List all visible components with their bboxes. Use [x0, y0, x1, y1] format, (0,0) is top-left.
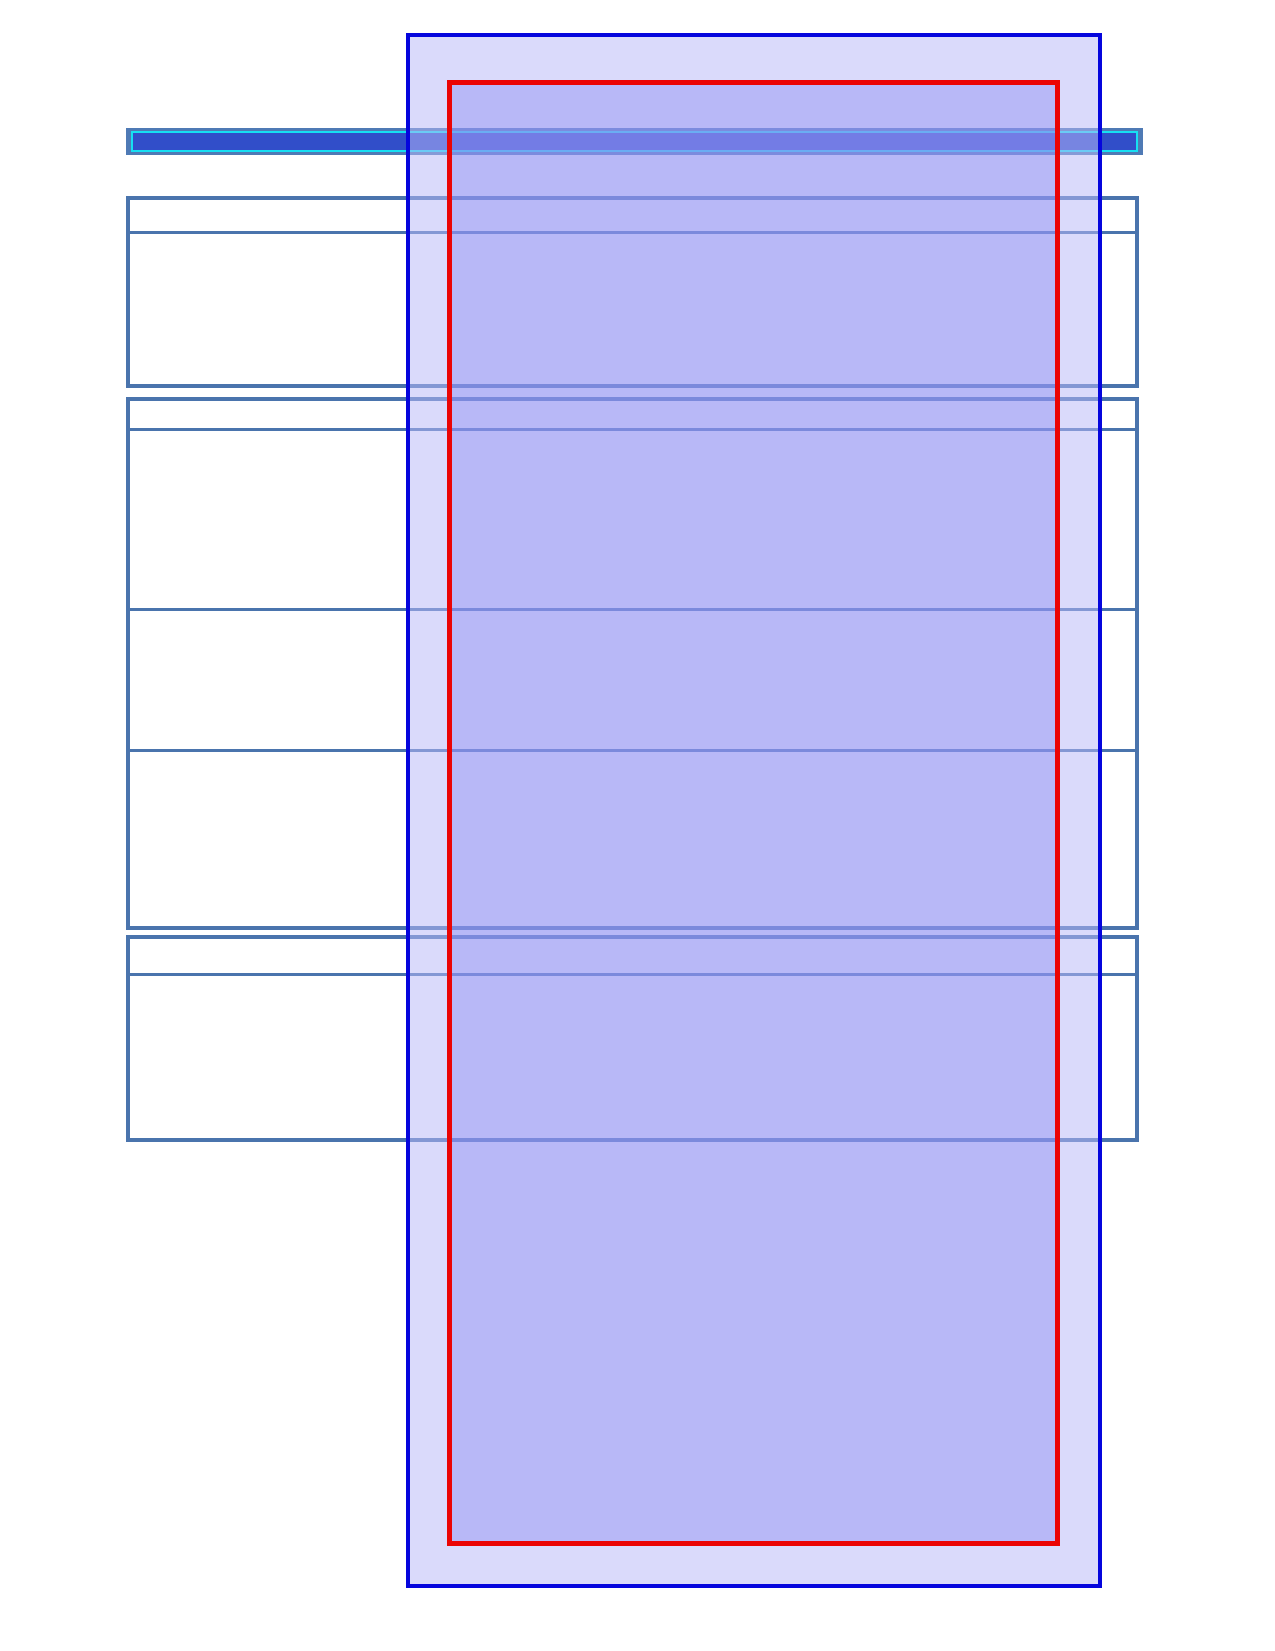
- subject-header-bar: [126, 128, 1143, 155]
- table-row: [130, 431, 1135, 611]
- criteres-3-cell: [608, 752, 1135, 764]
- competence-table: [126, 196, 1139, 388]
- enonce-text-cell: [130, 234, 608, 246]
- header-highlight-strip: [131, 131, 1138, 152]
- table-row: [130, 611, 1135, 752]
- precisions-row: [130, 988, 1135, 994]
- criteres-2-cell: [608, 611, 1135, 749]
- element-2-cell: [130, 611, 608, 749]
- criteres-1-cell: [608, 431, 1135, 608]
- contexte-header-cell: [608, 200, 1135, 231]
- element-3-cell: [130, 752, 608, 764]
- enonce-header-cell: [130, 200, 608, 231]
- contexte-bullets-cell: [608, 234, 1135, 246]
- activites-table-header: [130, 939, 1135, 976]
- objectif-standard-row: [126, 158, 1143, 190]
- criteres-header-cell: [608, 401, 1135, 428]
- competence-table-body: [130, 234, 1135, 246]
- elements-header-cell: [130, 401, 608, 428]
- activites-table: [126, 935, 1139, 1142]
- elements-criteres-table: [126, 397, 1139, 930]
- activites-header-cell: [130, 939, 608, 973]
- competence-table-header: [130, 200, 1135, 234]
- element-1-cell: [130, 431, 608, 608]
- table-row: [130, 752, 1135, 764]
- elements-table-header: [130, 401, 1135, 431]
